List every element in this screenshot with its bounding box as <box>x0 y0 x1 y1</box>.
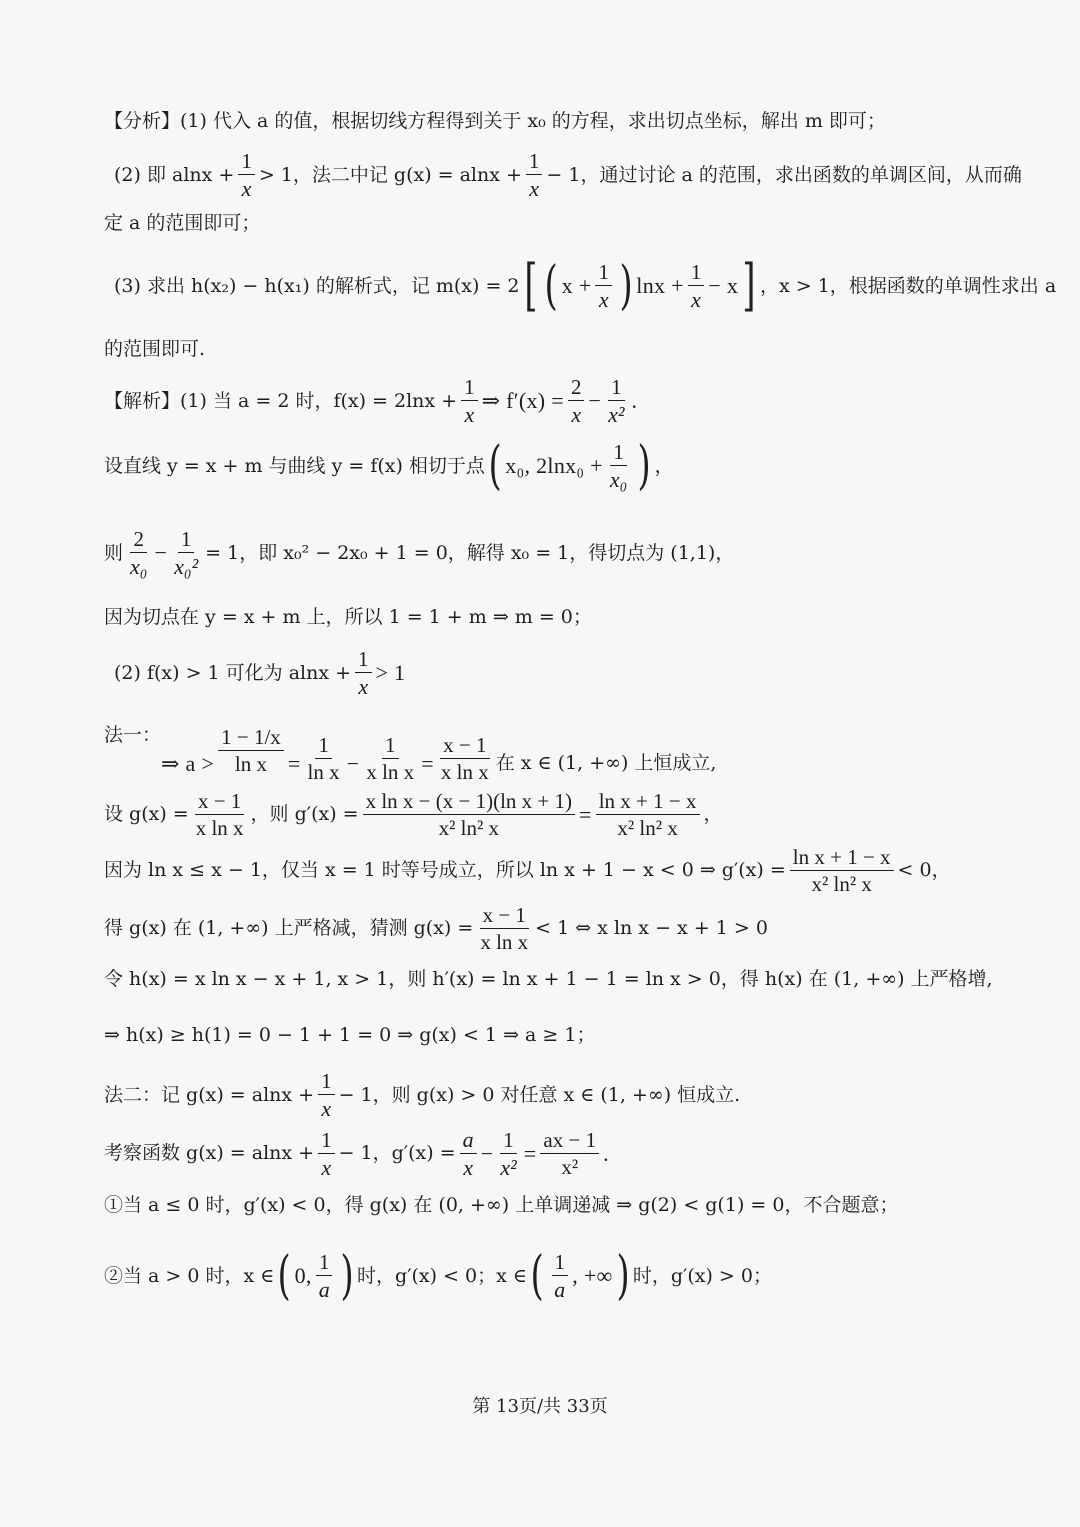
frac-num: 1 <box>526 150 543 175</box>
solution-line-5 <box>114 648 1080 698</box>
frac-num: ln x + 1 − x <box>790 846 894 871</box>
text-segment: 0, <box>294 1263 312 1288</box>
frac-num: 1 <box>595 261 612 286</box>
text-segment: < 1 ⇔ x ln x − x + 1 > 0 <box>535 917 768 940</box>
fraction <box>355 648 372 698</box>
text-segment: 时，g′(x) < 0；x ∈ <box>357 1264 527 1287</box>
text-segment: 设 g(x) = <box>104 803 189 826</box>
text-segment: − <box>154 540 168 566</box>
text-segment: 因为 ln x ≤ x − 1，仅当 x = 1 时等号成立，所以 ln x + 1 − x < 0 ⇒ g′(x) = <box>104 859 786 882</box>
frac-den: x₀ <box>609 466 628 492</box>
method-one-line-2 <box>104 790 1080 839</box>
frac-num: 1 <box>316 1251 333 1276</box>
fraction <box>790 846 894 895</box>
fraction <box>460 1128 477 1179</box>
frac-den: x₀ <box>130 554 148 580</box>
text-segment: = <box>523 1140 537 1166</box>
frac-num: 1 <box>688 261 705 286</box>
fraction <box>318 1129 335 1179</box>
frac-den: ln x <box>234 752 268 777</box>
text-segment: > 1 <box>375 660 406 686</box>
text-segment: 时，g′(x) > 0； <box>632 1264 772 1287</box>
frac-den: x² ln² x <box>617 816 678 841</box>
frac-den: x ln x <box>440 760 489 785</box>
frac-den: x <box>691 286 701 312</box>
text-segment: x + <box>561 273 592 298</box>
text-segment: < 0， <box>897 859 951 882</box>
text-segment: , +∞ <box>572 1263 613 1288</box>
fraction <box>526 150 543 200</box>
fraction <box>305 734 343 783</box>
frac-num: 1 <box>318 1070 335 1095</box>
text-segment: ⇒ a > <box>161 750 215 776</box>
frac-den: x₀² <box>174 554 199 580</box>
fraction <box>596 790 700 839</box>
fraction <box>607 441 630 491</box>
solution-line-3 <box>104 528 1080 578</box>
left-paren: ( <box>530 1246 544 1306</box>
left-paren: ( <box>544 256 559 316</box>
fraction <box>568 376 585 426</box>
text-segment: − <box>480 1140 494 1166</box>
text-segment: 法二：记 g(x) = alnx + <box>104 1083 315 1106</box>
fraction <box>540 1129 599 1178</box>
frac-den: x <box>463 1155 473 1181</box>
frac-num: ax − 1 <box>540 1129 599 1154</box>
fraction <box>218 726 284 775</box>
text-segment: = <box>421 750 434 776</box>
frac-den: x ln x <box>480 930 529 955</box>
analysis-text: 【分析】(1) 代入 a 的值，根据切线方程得到关于 x₀ 的方程，求出切点坐标，解出 m 即可； <box>104 110 886 132</box>
analysis-line-3 <box>104 214 1080 233</box>
fraction <box>595 261 612 311</box>
text-segment: > 1，法二中记 g(x) = alnx + <box>258 163 522 186</box>
right-paren: ) <box>340 1246 354 1306</box>
text-segment: 得 g(x) 在 (1, +∞) 上严格减，猜测 g(x) = <box>104 917 474 940</box>
solution-line-1 <box>104 376 1080 426</box>
fraction <box>363 790 575 839</box>
fraction <box>461 376 478 426</box>
method-one-line-6 <box>104 1026 1080 1045</box>
frac-num: 1 <box>461 376 478 401</box>
analysis-line-1 <box>104 112 1080 131</box>
frac-num: x − 1 <box>440 734 489 759</box>
fraction <box>238 150 255 200</box>
text-segment: = <box>579 801 592 827</box>
frac-num: 1 <box>382 734 399 759</box>
frac-den: x² ln² x <box>438 816 499 841</box>
fraction <box>316 1251 333 1301</box>
text-segment: ⇒ f′(x) = <box>481 388 564 414</box>
frac-den: x <box>358 674 369 700</box>
text-segment: − 1，则 g(x) > 0 对任意 x ∈ (1, +∞) 恒成立. <box>338 1083 741 1106</box>
frac-num: 1 <box>318 1129 335 1154</box>
frac-den: x² <box>608 402 625 428</box>
text-segment: 令 h(x) = x ln x − x + 1, x > 1，则 h′(x) = ln x + 1 − 1 = ln x > 0，得 h(x) 在 (1, +∞) 上严格增, <box>104 968 993 990</box>
right-paren: ) <box>637 436 652 496</box>
frac-den: a <box>318 1276 330 1302</box>
frac-den: a <box>554 1276 566 1302</box>
frac-num: x − 1 <box>480 904 529 929</box>
text-segment: (2) f(x) > 1 可化为 alnx + <box>114 661 352 684</box>
text-segment: 设直线 y = x + m 与曲线 y = f(x) 相切于点 <box>104 454 485 477</box>
fraction <box>171 528 201 578</box>
text-segment: ，则 g′(x) = <box>250 803 359 826</box>
frac-den: x ln x <box>366 760 415 785</box>
analysis-line-4 <box>114 253 1080 318</box>
fraction <box>318 1070 335 1120</box>
fraction <box>688 261 705 311</box>
left-paren: ( <box>277 1246 292 1306</box>
text-segment: . <box>631 388 638 414</box>
page-footer: 第 13页/共 33页 <box>472 1396 608 1417</box>
text-segment: 在 x ∈ (1, +∞) 上恒成立, <box>495 752 717 775</box>
text-segment: − 1，g′(x) = <box>338 1142 456 1165</box>
frac-den: x <box>571 402 582 428</box>
text-segment: − <box>346 750 360 776</box>
text-segment: ⇒ h(x) ≥ h(1) = 0 − 1 + 1 = 0 ⇒ g(x) < 1 ⇒ a ≥ 1； <box>104 1024 596 1046</box>
text-segment: − <box>588 388 602 414</box>
frac-num: 1 <box>238 150 255 175</box>
text-segment: ②当 a > 0 时，x ∈ <box>104 1264 275 1287</box>
frac-num: 2 <box>130 528 147 553</box>
frac-den: x <box>598 286 609 312</box>
text-segment: 【解析】(1) 当 a = 2 时，f(x) = 2lnx + <box>104 389 458 412</box>
frac-num: 2 <box>568 376 585 401</box>
frac-den: ln x <box>307 760 340 785</box>
text-segment: = <box>287 750 301 776</box>
frac-den: x <box>241 176 252 202</box>
fraction <box>438 734 492 783</box>
text-segment: 因为切点在 y = x + m 上，所以 1 = 1 + m ⇒ m = 0； <box>104 606 592 628</box>
right-bracket: ] <box>742 253 756 318</box>
text-segment: ，x > 1，根据函数的单调性求出 a <box>759 274 1057 297</box>
right-paren: ) <box>616 1246 630 1306</box>
text-segment: − 1，通过讨论 a 的范围，求出函数的单调区间，从而确 <box>546 163 1022 186</box>
frac-num: x ln x − (x − 1)(ln x + 1) <box>363 790 575 815</box>
method-one-line <box>104 708 1080 783</box>
frac-num: 1 <box>610 441 627 466</box>
text-segment: − x <box>708 273 739 298</box>
frac-den: x ln x <box>195 816 244 841</box>
frac-num: a <box>460 1128 477 1154</box>
text-segment: . <box>603 1140 609 1166</box>
frac-num: 1 <box>608 376 625 401</box>
analysis-line-2 <box>114 150 1080 200</box>
frac-den: x <box>321 1096 332 1122</box>
text-segment: x₀, 2lnx₀ + <box>505 453 603 478</box>
method-one-line-5 <box>104 970 1080 989</box>
fraction <box>551 1251 568 1301</box>
method-two-line-1 <box>104 1070 1080 1120</box>
text-segment: (2) 即 alnx + <box>114 163 235 186</box>
frac-num: 1 <box>315 734 332 759</box>
frac-num: 1 <box>355 648 372 673</box>
fraction <box>477 904 531 953</box>
text-segment: 定 a 的范围即可； <box>104 212 261 234</box>
text-segment: 法一： <box>104 724 162 746</box>
left-paren: ( <box>488 436 502 496</box>
frac-den: x <box>321 1154 332 1180</box>
analysis-line-5 <box>104 340 1080 359</box>
method-two-line-2 <box>104 1128 1080 1179</box>
case-two-line <box>104 1246 1080 1306</box>
solution-line-2 <box>104 436 1080 496</box>
text-segment: (3) 求出 h(x₂) − h(x₁) 的解析式，记 m(x) = 2 <box>114 274 520 297</box>
right-paren: ) <box>619 256 633 316</box>
left-bracket: [ <box>523 253 538 318</box>
text-segment: lnx + <box>636 273 684 298</box>
fraction <box>605 376 627 426</box>
frac-num: 1 <box>552 1251 569 1276</box>
text-segment: 的范围即可. <box>104 338 206 360</box>
fraction <box>127 528 150 578</box>
method-one-line-4 <box>104 904 1080 953</box>
frac-den: x² ln² x <box>811 872 872 897</box>
frac-num: ln x + 1 − x <box>596 790 700 815</box>
text-segment: ， <box>703 803 723 826</box>
case-one-line <box>104 1196 1080 1215</box>
text-segment: 则 <box>104 541 124 564</box>
frac-den: x <box>464 402 475 428</box>
frac-num: 1 <box>500 1129 517 1154</box>
text-segment: 考察函数 g(x) = alnx + <box>104 1142 315 1165</box>
text-segment: = 1，即 x₀² − 2x₀ + 1 = 0，解得 x₀ = 1，得切点为 (1,1)， <box>205 541 735 564</box>
fraction <box>497 1129 519 1179</box>
fraction <box>193 790 247 839</box>
frac-num: 1 − 1/x <box>218 726 284 751</box>
text-segment: ①当 a ≤ 0 时，g′(x) < 0，得 g(x) 在 (0, +∞) 上单调递减 ⇒ g(2) < g(1) = 0，不合题意； <box>104 1194 899 1216</box>
frac-num: 1 <box>178 528 195 553</box>
frac-den: x² <box>500 1154 517 1180</box>
frac-num: x − 1 <box>195 790 244 815</box>
frac-den: x <box>529 176 540 202</box>
method-one-line-3 <box>104 846 1080 895</box>
solution-line-4 <box>104 608 1080 627</box>
text-segment: ， <box>654 454 674 477</box>
frac-den: x² <box>561 1155 579 1180</box>
fraction <box>363 734 417 783</box>
